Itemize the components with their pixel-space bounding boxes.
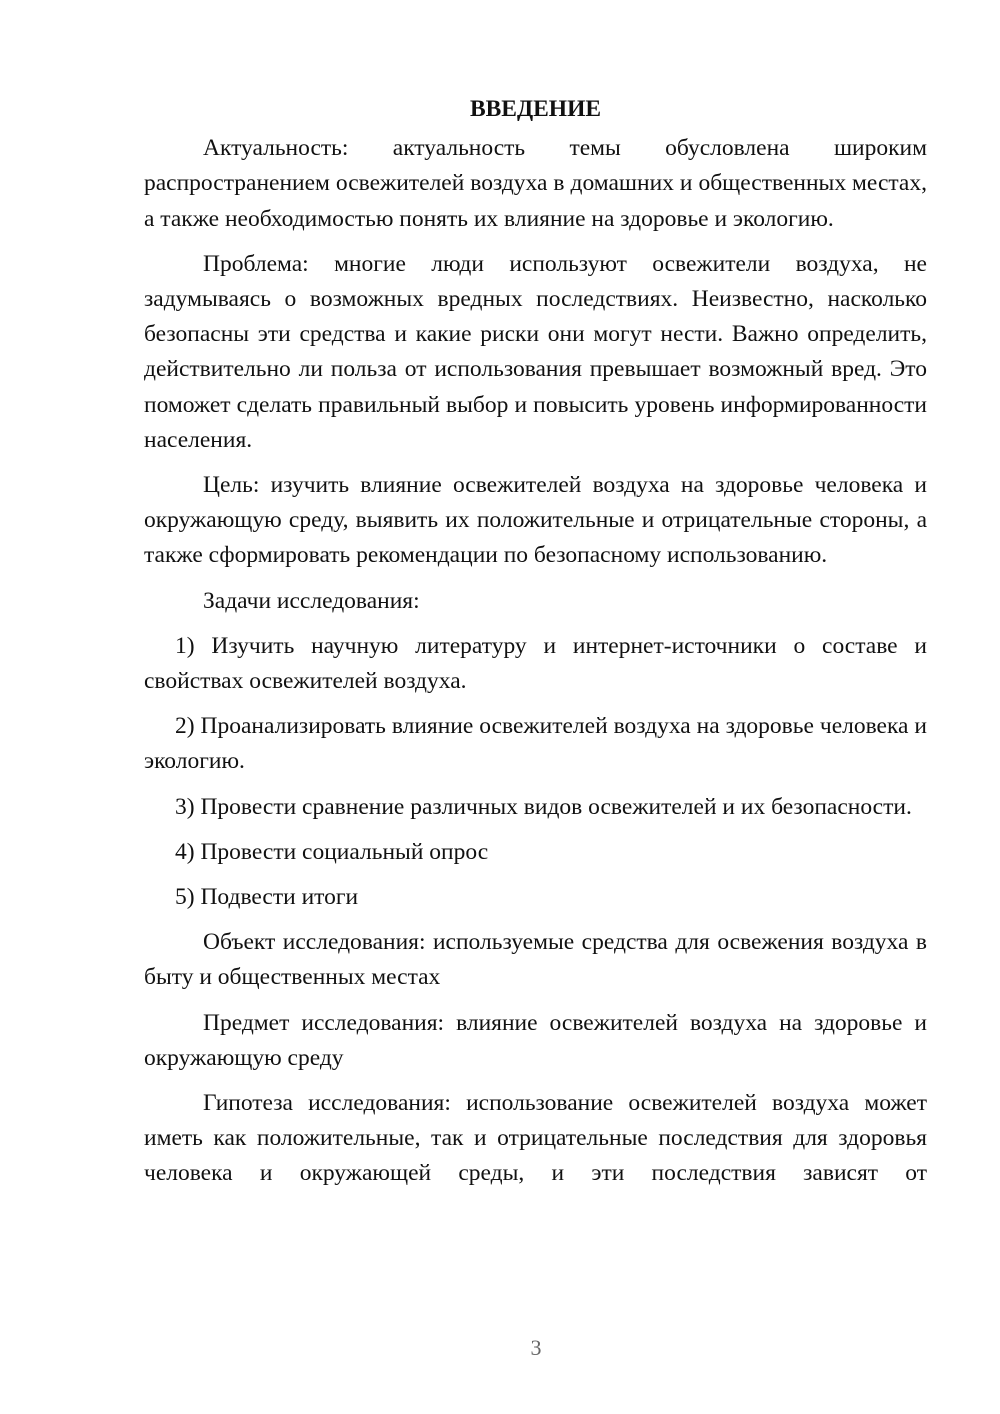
task-item-4: 4) Провести социальный опрос xyxy=(175,838,489,865)
page-number: 3 xyxy=(530,1335,542,1360)
task-item-3: 3) Провести сравнение различных видов освежителей и их безопасности. xyxy=(175,793,912,820)
paragraph-subject: Предмет исследования: влияние освежителей воздуха на здоровье и окружающую среду xyxy=(144,1009,927,1071)
paragraph-goal: Цель: изучить влияние освежителей воздуха на здоровье человека и окружающую среду, выявить их положительные и отрицательные стороны, а также сформировать рекомендации по безопасному использованию. xyxy=(144,472,927,569)
task-item-1: 1) Изучить научную литературу и интернет-источники о составе и свойствах освежителей воздуха. xyxy=(144,632,927,695)
task-item-2: 2) Проанализировать влияние освежителей воздуха на здоровье человека и экологию. xyxy=(144,713,927,775)
tasks-heading: Задачи исследования: xyxy=(203,587,420,614)
paragraph-problem: Проблема: многие люди используют освежители воздуха, не задумываясь о возможных вредных последствиях. Неизвестно, насколько безопасны эти средства и какие риски они могут нести. Важно определить, действительно ли польза от использования превышает возможный вред. Это поможет сделать правильный выбор и повысить уровень информированности населения. xyxy=(144,250,927,453)
paragraph-object: Объект исследования: используемые средства для освежения воздуха в быту и общественных местах xyxy=(144,929,927,991)
paragraph-relevance: Актуальность: актуальность темы обусловлена широким распространением освежителей воздуха в домашних и общественных местах, а также необходимостью понять их влияние на здоровье и экологию. xyxy=(144,135,927,232)
section-heading: ВВЕДЕНИЕ xyxy=(469,96,602,122)
page-content xyxy=(144,92,927,1202)
task-item-5: 5) Подвести итоги xyxy=(175,884,359,911)
paragraph-hypothesis: Гипотеза исследования: использование освежителей воздуха может иметь как положительные, так и отрицательные последствия для здоровья человека и окружающей среды, и эти последствия зависят от xyxy=(144,1090,927,1187)
